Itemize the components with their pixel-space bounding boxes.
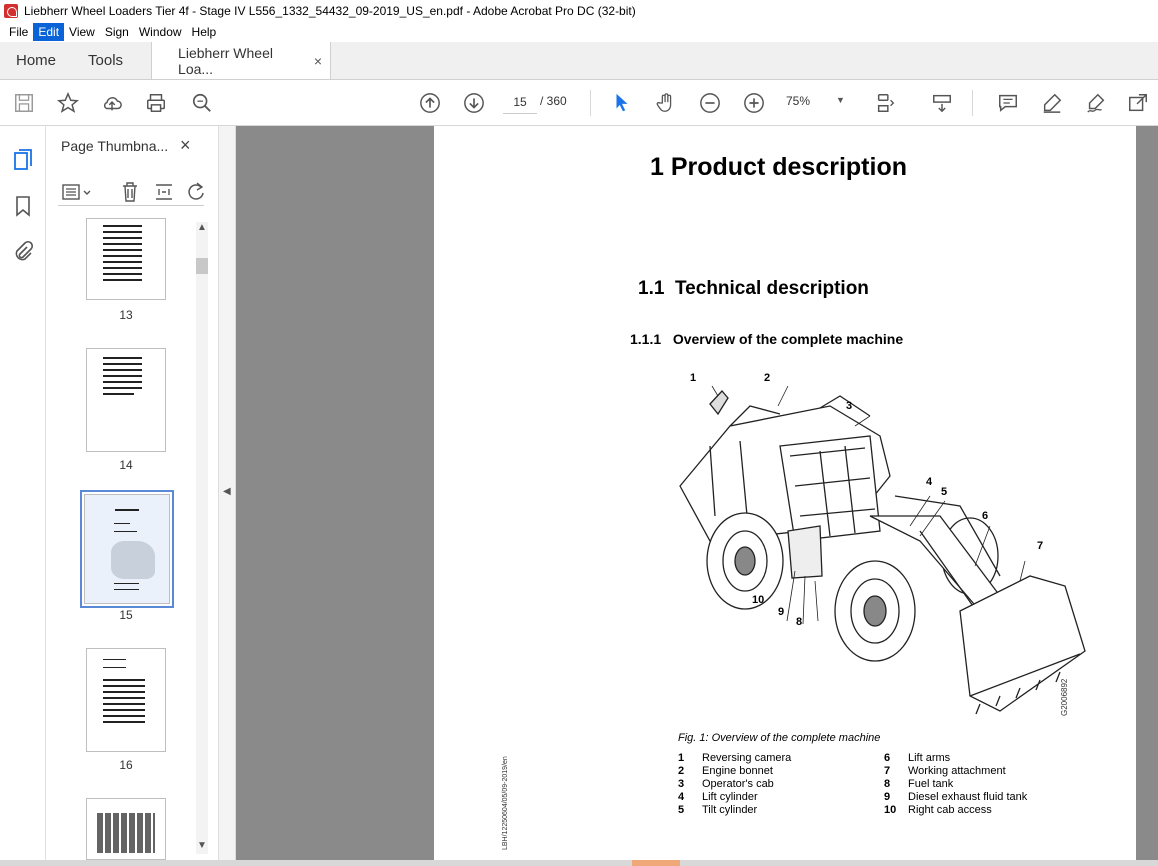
collapse-panel-icon[interactable]: ◀ bbox=[223, 486, 231, 497]
close-tab-icon[interactable]: × bbox=[313, 52, 323, 69]
previous-page-icon[interactable] bbox=[418, 91, 442, 115]
callout-label: 5 bbox=[941, 486, 948, 498]
hand-tool-icon[interactable] bbox=[654, 91, 678, 115]
document-code: LBH/12250604/05/09-2019/en bbox=[502, 756, 509, 850]
legend-item: 4 Lift cylinder bbox=[678, 791, 758, 803]
window-title: Liebherr Wheel Loaders Tier 4f - Stage IV L556_1332_54432_09-2019_US_en.pdf - Adobe Acrobat Pro DC (32-bit) bbox=[24, 4, 636, 18]
scroll-indicator bbox=[632, 860, 680, 866]
tab-bar bbox=[0, 42, 1158, 80]
zoom-in-icon[interactable] bbox=[742, 91, 766, 115]
callout-label: 3 bbox=[846, 400, 853, 412]
page-number-input[interactable]: 15 bbox=[503, 90, 537, 114]
print-icon[interactable] bbox=[144, 91, 168, 115]
more-tools-icon[interactable] bbox=[1126, 91, 1150, 115]
menu-file[interactable]: File bbox=[9, 25, 29, 39]
options-menu-icon[interactable] bbox=[62, 182, 92, 202]
callout-label: 4 bbox=[926, 476, 933, 488]
thumbnail-label: 15 bbox=[119, 608, 133, 622]
section-heading bbox=[638, 278, 869, 300]
zoom-level[interactable]: 75% bbox=[786, 94, 811, 108]
save-icon[interactable] bbox=[12, 91, 36, 115]
scroll-mode-icon[interactable] bbox=[930, 91, 954, 115]
toolbar-divider bbox=[590, 90, 591, 116]
legend-item: 7 Working attachment bbox=[884, 765, 1006, 777]
comment-icon[interactable] bbox=[996, 91, 1020, 115]
extract-page-icon[interactable] bbox=[154, 181, 174, 203]
page-total: / 360 bbox=[540, 94, 567, 108]
subsection-number: 1.1.1 bbox=[630, 331, 662, 347]
callout-label: 8 bbox=[796, 616, 803, 628]
search-icon[interactable] bbox=[190, 91, 214, 115]
legend-item: 8 Fuel tank bbox=[884, 778, 954, 790]
legend-item: 6 Lift arms bbox=[884, 752, 951, 764]
tab-home[interactable]: Home bbox=[16, 52, 57, 69]
section-title: Technical description bbox=[674, 278, 869, 299]
callout-label: 9 bbox=[778, 606, 785, 618]
thumbnail-page[interactable] bbox=[86, 218, 166, 300]
main-toolbar bbox=[0, 80, 1158, 126]
document-canvas bbox=[236, 126, 1158, 860]
legend-item: 5 Tilt cylinder bbox=[678, 804, 758, 816]
panel-splitter[interactable] bbox=[218, 126, 236, 860]
tab-document[interactable] bbox=[151, 42, 331, 79]
sign-icon[interactable] bbox=[1084, 91, 1108, 115]
thumbnail-page[interactable] bbox=[86, 798, 166, 860]
legend-right bbox=[884, 752, 1027, 817]
delete-page-icon[interactable] bbox=[120, 181, 140, 203]
page-fit-icon[interactable] bbox=[874, 91, 898, 115]
callout-label: 2 bbox=[764, 372, 771, 384]
thumbnail-page-selected[interactable] bbox=[84, 494, 170, 604]
horizontal-scrollbar[interactable] bbox=[0, 860, 1158, 866]
next-page-icon[interactable] bbox=[462, 91, 486, 115]
subsection-heading bbox=[630, 331, 903, 347]
attachment-icon[interactable] bbox=[11, 240, 35, 264]
legend-item: 2 Engine bonnet bbox=[678, 765, 773, 777]
title-bar bbox=[0, 0, 1158, 22]
menu-edit[interactable]: Edit bbox=[33, 23, 64, 41]
rotate-page-icon[interactable] bbox=[186, 181, 206, 203]
figure-id: G2006892 bbox=[1060, 678, 1069, 716]
tab-tools[interactable]: Tools bbox=[88, 52, 124, 69]
thumbnail-label: 16 bbox=[119, 758, 133, 772]
thumbnail-page[interactable] bbox=[86, 648, 166, 752]
tab-document-label: Liebherr Wheel Loa... bbox=[178, 44, 273, 77]
figure-caption: Fig. 1: Overview of the complete machine bbox=[678, 732, 881, 744]
menu-help[interactable]: Help bbox=[191, 25, 217, 39]
section-number: 1.1 bbox=[638, 278, 665, 299]
thumbnail-label: 14 bbox=[119, 458, 133, 472]
zoom-out-icon[interactable] bbox=[698, 91, 722, 115]
menu-view[interactable]: View bbox=[69, 25, 95, 39]
subsection-title: Overview of the complete machine bbox=[672, 331, 904, 347]
panel-title: Page Thumbna... bbox=[61, 138, 169, 154]
thumbnail-page[interactable] bbox=[86, 348, 166, 452]
scrollbar-thumb[interactable] bbox=[196, 258, 208, 274]
star-icon[interactable] bbox=[56, 91, 80, 115]
scroll-down-icon[interactable]: ▼ bbox=[197, 840, 207, 851]
menu-sign[interactable]: Sign bbox=[104, 25, 129, 39]
wheel-loader-illustration bbox=[670, 366, 1090, 726]
left-nav-rail bbox=[0, 126, 46, 866]
panel-toolbar bbox=[58, 178, 204, 206]
highlight-pen-icon[interactable] bbox=[1040, 91, 1064, 115]
legend-item: 3 Operator's cab bbox=[678, 778, 774, 790]
callout-label: 6 bbox=[982, 510, 989, 522]
toolbar-divider bbox=[972, 90, 973, 116]
acrobat-icon bbox=[4, 4, 18, 18]
menu-window[interactable]: Window bbox=[138, 25, 182, 39]
callout-label: 7 bbox=[1037, 540, 1044, 552]
select-cursor-icon[interactable] bbox=[610, 91, 634, 115]
pdf-page bbox=[434, 126, 1136, 860]
page-thumbnails-icon[interactable] bbox=[11, 148, 35, 172]
chapter-heading: 1 Product description bbox=[650, 153, 907, 181]
legend-item: 10 Right cab access bbox=[884, 804, 992, 816]
legend-item: 1 Reversing camera bbox=[678, 752, 792, 764]
scroll-up-icon[interactable]: ▲ bbox=[197, 222, 207, 233]
callout-label: 10 bbox=[752, 594, 765, 606]
menu-bar bbox=[0, 22, 1158, 42]
bookmark-icon[interactable] bbox=[11, 194, 35, 218]
legend-left bbox=[678, 752, 791, 817]
callout-label: 1 bbox=[690, 372, 697, 384]
thumbnail-label: 13 bbox=[119, 308, 133, 322]
thumbnail-scrollbar[interactable] bbox=[196, 222, 208, 854]
upload-cloud-icon[interactable] bbox=[100, 91, 124, 115]
thumbnail-panel bbox=[46, 126, 218, 860]
legend-item: 9 Diesel exhaust fluid tank bbox=[884, 791, 1028, 803]
close-panel-icon[interactable]: × bbox=[180, 135, 191, 155]
zoom-dropdown-icon[interactable]: ▼ bbox=[836, 95, 845, 105]
